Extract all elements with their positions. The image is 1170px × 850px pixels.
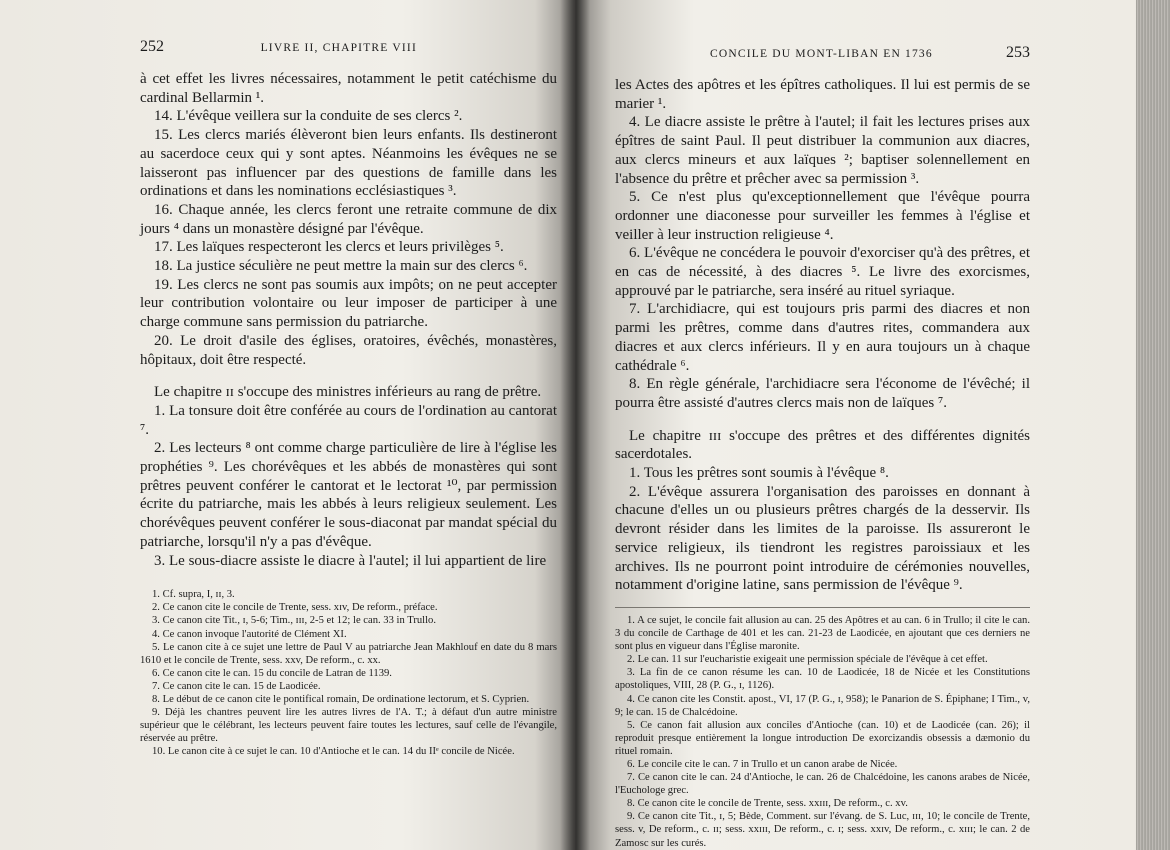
paragraph: 17. Les laïques respecteront les clercs et leurs privilèges ⁵. — [154, 239, 504, 256]
paragraph: 1. La tonsure doit être conférée au cours de l'ordination au cantorat ⁷. — [140, 402, 557, 438]
footnote: 6. Le concile cite le can. 7 in Trullo et un canon arabe de Nicée. — [627, 759, 898, 771]
paragraph: 2. Les lecteurs ⁸ ont comme charge particulière de lire à l'église les prophéties ⁹. Les chorévêques et les abbés de monastères qui sont prêtres peuvent conférer le cantorat et le lectorat ¹⁰, par permission écrite du patriarche, mais les abbés à leurs religieux seulement. Les chorévêques peuvent conférer le sous-diaconat par mandat spécial du patriarche, lorsqu'il n'y a pas d'évêque. — [140, 440, 557, 550]
left-running-head — [140, 38, 557, 56]
paragraph: 5. Ce n'est plus qu'exceptionnellement que l'évêque pourra ordonner une diaconesse pour surveiller les femmes à l'église et veiller à leur instruction religieuse ⁴. — [615, 189, 1030, 243]
footnote: 1. A ce sujet, le concile fait allusion au can. 25 des Apôtres et au can. 6 in Trullo; il cite le can. 3 du concile de Carthage de 401 et les can. 21-23 de Laodicée, en ajoutant que ces derniers ne sont plus en vigueur dans l'Église maronite. — [615, 614, 1030, 653]
left-page-number: 252 — [140, 38, 164, 55]
paragraph: 20. Le droit d'asile des églises, oratoires, évêchés, monastères, hôpitaux, doit être respecté. — [140, 332, 557, 368]
left-body-text — [140, 70, 557, 570]
footnote: 2. Le can. 11 sur l'eucharistie exigeait une permission spéciale de l'évêque à cet effet. — [627, 654, 988, 666]
chapter-intro: Le chapitre ɪɪɪ s'occupe des prêtres et des différentes dignités sacerdotales. — [615, 427, 1030, 463]
footnote: 9. Déjà les chantres peuvent lire les autres livres de l'A. T.; à défaut d'un autre ministre supérieur que le célébrant, les lecteurs peuvent faire toutes les lectures, sauf celle de l'évangile, réservée au prêtre. — [140, 707, 557, 745]
page-edges — [1136, 0, 1170, 850]
chapter-intro: Le chapitre ɪɪ s'occupe des ministres inférieurs au rang de prêtre. — [154, 384, 542, 401]
paragraph: 18. La justice séculière ne peut mettre la main sur des clercs ⁶. — [154, 258, 528, 275]
footnote: 1. Cf. supra, I, ɪɪ, 3. — [152, 589, 235, 601]
footnote: 4. Ce canon invoque l'autorité de Clément XI. — [152, 628, 347, 640]
footnote: 7. Ce canon cite le can. 24 d'Antioche, le can. 26 de Chalcédoine, les canons arabes de Nicée, l'Euchologe grec. — [615, 772, 1030, 797]
paragraph: à cet effet les livres nécessaires, notamment le petit catéchisme du cardinal Bellarmin ¹. — [140, 71, 557, 106]
paragraph: 7. L'archidiacre, qui est toujours pris parmi des diacres et non parmi les prêtres, comme dans d'autres rites, commandera aux diacres et aux clercs inférieurs. Il y en aura toujours un à chaque cathédrale ⁶. — [615, 301, 1030, 374]
paragraph: 4. Le diacre assiste le prêtre à l'autel; il fait les lectures prises aux épîtres de saint Paul. Il peut distribuer la communion aux diacres, aux clercs mineurs et aux laïques ²; baptiser solennellement en l'absence du prêtre et prêcher avec sa permission ³. — [615, 114, 1030, 187]
footnote: 3. La fin de ce canon résume les can. 10 de Laodicée, 18 de Nicée et les Constitutions apostoliques, VIII, 28 (P. G., ɪ, 1126). — [615, 667, 1030, 692]
footnote: 10. Le canon cite à ce sujet le can. 10 d'Antioche et le can. 14 du IIᵉ concile de Nicée. — [152, 746, 515, 758]
footnote-separator — [615, 607, 1030, 608]
footnote: 6. Ce canon cite le can. 15 du concile de Latran de 1139. — [152, 667, 392, 679]
left-footnotes — [140, 588, 557, 758]
paragraph: 14. L'évêque veillera sur la conduite de ses clercs ². — [154, 108, 463, 125]
footnote: 8. Ce canon cite le concile de Trente, sess. xxɪɪɪ, De reform., c. xv. — [627, 798, 908, 810]
left-chapter-title: LIVRE II, CHAPITRE VIII — [260, 42, 417, 54]
right-page — [575, 0, 1170, 850]
paragraph: 3. Le sous-diacre assiste le diacre à l'autel; il lui appartient de lire — [154, 552, 547, 569]
paragraph: 1. Tous les prêtres sont soumis à l'évêque ⁸. — [629, 465, 889, 482]
paragraph: 16. Chaque année, les clercs feront une retraite commune de dix jours ⁴ dans un monastère désigné par l'évêque. — [140, 201, 557, 237]
footnote: 7. Ce canon cite le can. 15 de Laodicée. — [152, 680, 321, 692]
paragraph: 19. Les clercs ne sont pas soumis aux impôts; on ne peut accepter leur contribution volontaire ou leur imposer de participer à une charge commune sans permission du patriarche. — [140, 276, 557, 331]
footnote: 4. Ce canon cite les Constit. apost., VI, 17 (P. G., ɪ, 958); le Panarion de S. Épiphane; I Tim., v, 9; le can. 15 de Chalcédoine. — [615, 693, 1030, 718]
paragraph: 6. L'évêque ne concédera le pouvoir d'exorciser qu'à des prêtres, et en cas de nécessité, à des diacres ⁵. Le livre des exorcismes, approuvé par le patriarche, sera inséré au rituel syriaque. — [615, 245, 1030, 299]
paragraph: 15. Les clercs mariés élèveront bien leurs enfants. Ils destineront au sacerdoce ceux qui y sont aptes. Néanmoins les évêques ne se laisseront pas influencer par des questions de famille dans les ordinations et dans les nominations ecclésiastiques ³. — [140, 127, 557, 200]
right-page-number: 253 — [1006, 44, 1030, 61]
footnote: 5. Ce canon fait allusion aux conciles d'Antioche (can. 10) et de Laodicée (can. 26); il reproduit presque entièrement la longue introduction De exorcizandis obsessis a dæmonio du rituel romain. — [615, 719, 1030, 757]
paragraph: 8. En règle générale, l'archidiacre sera l'économe de l'évêché; il pourra être assisté d'autres clercs mais non de laïques ⁷. — [615, 376, 1030, 411]
right-chapter-title: CONCILE DU MONT-LIBAN EN 1736 — [710, 48, 933, 60]
left-page — [0, 0, 575, 850]
footnote: 5. Le canon cite à ce sujet une lettre de Paul V au patriarche Jean Makhlouf en date du 8 mars 1610 et le concile de Trente, sess. xxv, De reform., c. xx. — [140, 641, 557, 666]
right-footnotes — [615, 614, 1030, 850]
footnote: 8. Le début de ce canon cite le pontifical romain, De ordinatione lectorum, et S. Cyprien. — [152, 694, 530, 706]
footnote: 2. Ce canon cite le concile de Trente, sess. xɪv, De reform., préface. — [152, 602, 438, 614]
right-running-head — [615, 44, 1030, 62]
right-body-text — [615, 76, 1030, 595]
paragraph: les Actes des apôtres et les épîtres catholiques. Il lui est permis de se marier ¹. — [615, 77, 1030, 112]
paragraph: 2. L'évêque assurera l'organisation des paroisses en donnant à chacune d'elles un ou plusieurs prêtres chargés de la desservir. Ils devront résider dans les limites de la paroisse. Ils assureront le service religieux, ils tiendront les registres paroissiaux et les archives. Ils ne pourront point introduire de cérémonies nouvelles, notamment d'origine latine, sans permission de l'évêque ⁹. — [615, 483, 1030, 594]
footnote: 3. Ce canon cite Tit., ɪ, 5-6; Tim., ɪɪɪ, 2-5 et 12; le can. 33 in Trullo. — [152, 615, 436, 627]
footnote: 9. Ce canon cite Tit., ɪ, 5; Bède, Comment. sur l'évang. de S. Luc, ɪɪɪ, 10; le concile de Trente, sess. v, De reform., c. ɪɪ; sess. xxɪɪɪ, De reform., c. ɪ; sess. xxɪv, De reform., c. xɪɪɪ; le can. 2 de Zamosc sur les curés. — [615, 811, 1030, 849]
